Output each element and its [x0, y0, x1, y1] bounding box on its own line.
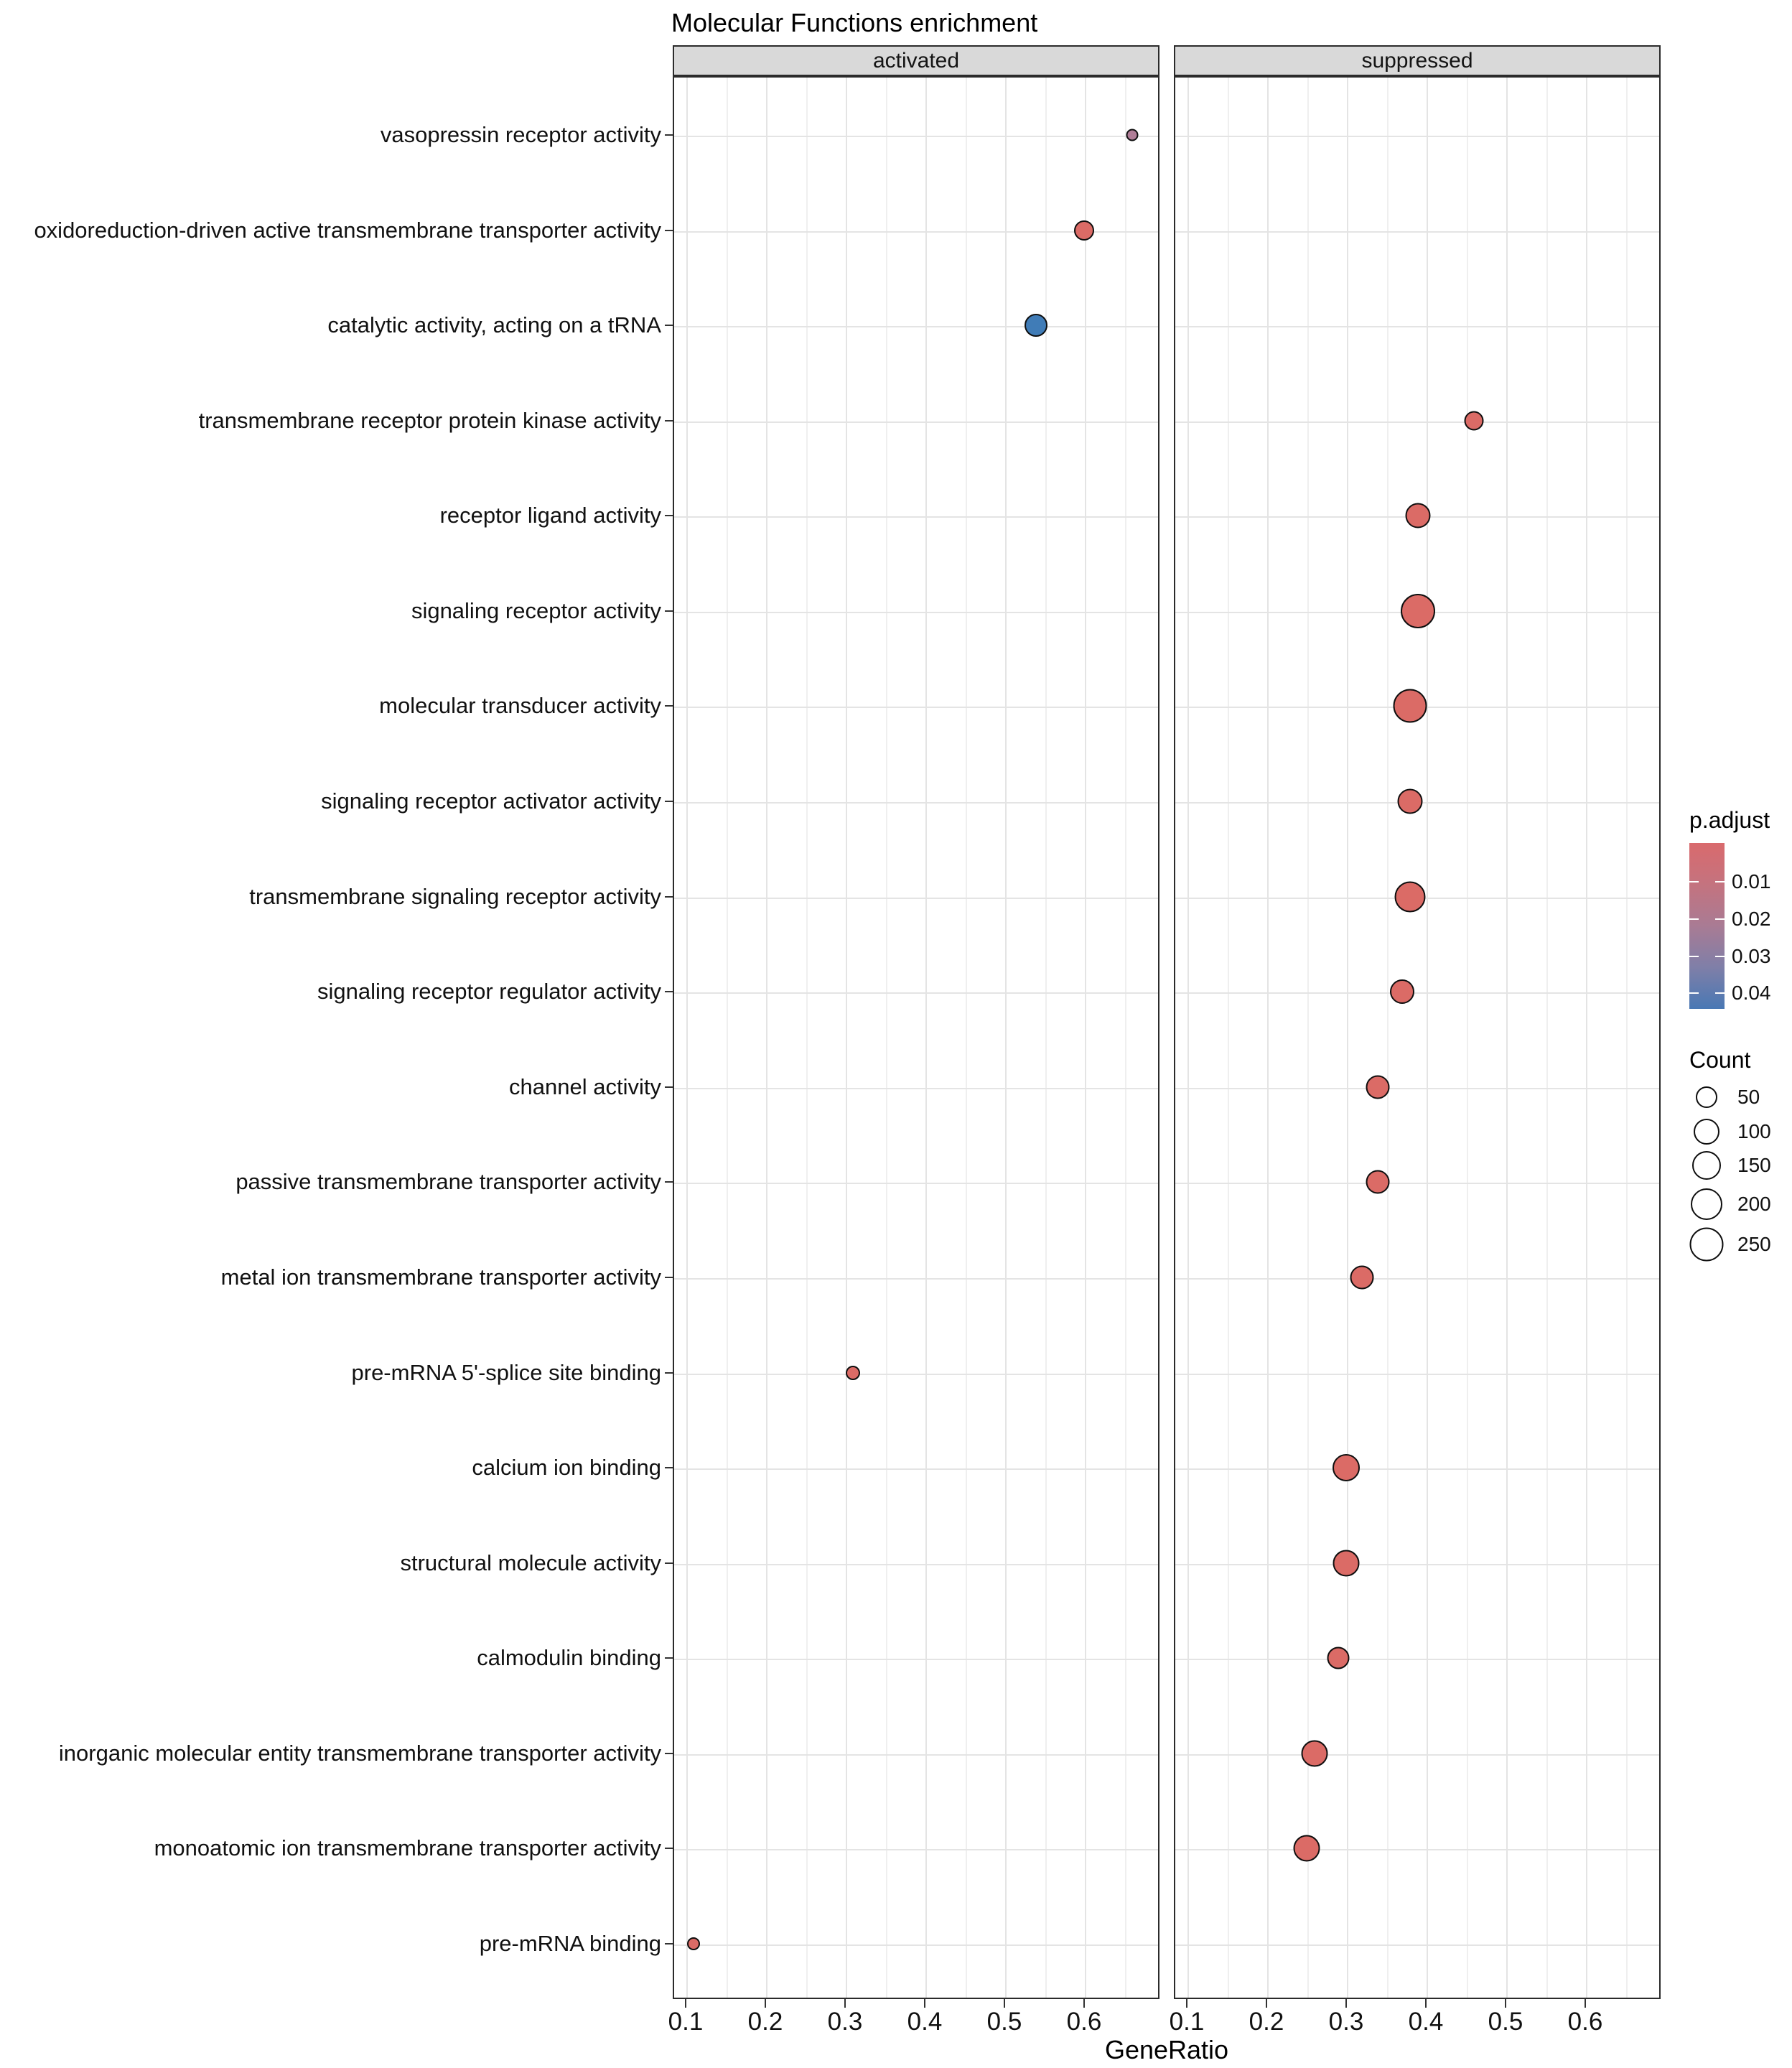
count-legend-circle-50 [1696, 1086, 1717, 1108]
x-axis-tick-label: 0.1 [1169, 2008, 1205, 2036]
padjust-bar-tick [1715, 956, 1725, 957]
y-axis-label-metal-ion-transmembrane-transporter-activity: metal ion transmembrane transporter activity [220, 1264, 661, 1290]
y-axis-label-vasopressin-receptor-activity: vasopressin receptor activity [380, 122, 661, 147]
x-axis-tick-mark [1186, 1999, 1187, 2008]
gridline-horizontal [674, 1468, 1158, 1470]
y-axis-tick-mark [665, 1753, 673, 1754]
y-axis-label-passive-transmembrane-transporter-activity: passive transmembrane transporter activity [235, 1169, 661, 1195]
padjust-bar-tick [1715, 881, 1725, 882]
gridline-horizontal [1175, 612, 1659, 613]
y-axis-tick-mark [665, 1467, 673, 1468]
padjust-bar-tick [1715, 992, 1725, 994]
count-legend-label: 100 [1737, 1120, 1771, 1142]
gridline-horizontal [674, 898, 1158, 899]
x-axis-tick-label: 0.4 [907, 2008, 943, 2036]
gridline-vertical-minor [1125, 78, 1126, 1998]
gridline-vertical-major [1586, 78, 1587, 1998]
x-axis-tick-mark [924, 1999, 925, 2008]
gridline-horizontal [674, 1754, 1158, 1756]
y-axis-tick-mark [665, 1848, 673, 1849]
gridline-vertical-major [1085, 78, 1086, 1998]
x-axis-tick-mark [844, 1999, 846, 2008]
padjust-bar-tick [1689, 881, 1699, 882]
y-axis-tick-mark [665, 1657, 673, 1659]
y-axis-tick-mark [665, 801, 673, 802]
gridline-horizontal [1175, 1659, 1659, 1660]
count-legend-circle-250 [1690, 1228, 1724, 1262]
padjust-tick-label: 0.03 [1732, 944, 1771, 967]
gridline-vertical-major [686, 78, 688, 1998]
y-axis-label-pre-mrna-5-splice-site-binding: pre-mRNA 5'-splice site binding [351, 1359, 661, 1385]
gridline-vertical-minor [727, 78, 728, 1998]
gridline-vertical-major [766, 78, 767, 1998]
facet-strip-activated [673, 45, 1159, 76]
gridline-vertical-major [1506, 78, 1508, 1998]
x-axis-tick-label: 0.4 [1408, 2008, 1444, 2036]
y-axis-tick-mark [665, 230, 673, 231]
count-legend-circle-200 [1691, 1188, 1722, 1220]
gridline-horizontal [1175, 136, 1659, 137]
count-legend-label: 150 [1737, 1154, 1771, 1176]
gridline-horizontal [1175, 802, 1659, 804]
x-axis-tick-label: 0.3 [827, 2008, 863, 2036]
gridline-vertical-minor [1626, 78, 1628, 1998]
gridline-horizontal [674, 707, 1158, 708]
y-axis-tick-mark [665, 896, 673, 898]
gridline-vertical-major [1187, 78, 1189, 1998]
panel-activated [673, 76, 1159, 1999]
x-axis-tick-label: 0.6 [1066, 2008, 1102, 2036]
gridline-horizontal [674, 1944, 1158, 1946]
y-axis-label-transmembrane-receptor-protein-kinase-activity: transmembrane receptor protein kinase activity [198, 407, 661, 433]
gridline-horizontal [1175, 1849, 1659, 1850]
count-legend-label: 200 [1737, 1193, 1771, 1215]
gridline-vertical-minor [1387, 78, 1389, 1998]
gridline-horizontal [674, 326, 1158, 327]
gridline-horizontal [1175, 1944, 1659, 1946]
y-axis-label-structural-molecule-activity: structural molecule activity [400, 1550, 661, 1575]
x-axis-tick-label: 0.3 [1328, 2008, 1364, 2036]
gridline-vertical-minor [1467, 78, 1468, 1998]
x-axis-tick-mark [1345, 1999, 1347, 2008]
panel-suppressed [1174, 76, 1661, 1999]
padjust-bar-tick [1689, 918, 1699, 920]
gridline-horizontal [1175, 1374, 1659, 1375]
facet-strip-suppressed-label: suppressed [1361, 48, 1473, 73]
y-axis-tick-mark [665, 1372, 673, 1374]
count-legend-circle-150 [1692, 1151, 1721, 1180]
x-axis-tick-mark [1425, 1999, 1427, 2008]
y-axis-tick-mark [665, 1086, 673, 1088]
gridline-vertical-major [846, 78, 847, 1998]
gridline-horizontal [674, 1564, 1158, 1565]
gridline-vertical-minor [1045, 78, 1047, 1998]
x-axis-tick-mark [1083, 1999, 1085, 2008]
y-axis-tick-mark [665, 1277, 673, 1278]
x-axis-tick-label: 0.1 [668, 2008, 704, 2036]
y-axis-tick-mark [665, 1562, 673, 1564]
x-axis-tick-mark [1004, 1999, 1005, 2008]
y-axis-label-catalytic-activity-acting-on-a-trna: catalytic activity, acting on a tRNA [327, 312, 661, 338]
gridline-horizontal [674, 231, 1158, 233]
gridline-horizontal [674, 1849, 1158, 1850]
y-axis-tick-mark [665, 1181, 673, 1183]
x-axis-tick-label: 0.6 [1567, 2008, 1603, 2036]
gridline-vertical-minor [1228, 78, 1229, 1998]
count-legend-label: 250 [1737, 1233, 1771, 1255]
y-axis-label-transmembrane-signaling-receptor-activity: transmembrane signaling receptor activity [249, 883, 661, 909]
y-axis-label-molecular-transducer-activity: molecular transducer activity [379, 693, 661, 719]
padjust-gradient-bar [1689, 843, 1725, 1009]
y-axis-label-oxidoreduction-driven-active-transmembrane-transporter-activity: oxidoreduction-driven active transmembrane transporter activity [34, 217, 661, 243]
gridline-horizontal [1175, 707, 1659, 708]
gridline-horizontal [1175, 1088, 1659, 1089]
x-axis-tick-mark [1585, 1999, 1586, 2008]
gridline-vertical-major [925, 78, 927, 1998]
gridline-horizontal [674, 1088, 1158, 1089]
x-axis-tick-mark [1266, 1999, 1267, 2008]
y-axis-label-signaling-receptor-activator-activity: signaling receptor activator activity [321, 788, 661, 814]
gridline-horizontal [1175, 421, 1659, 423]
padjust-tick-label: 0.02 [1732, 907, 1771, 930]
gridline-horizontal [674, 1278, 1158, 1280]
y-axis-tick-mark [665, 420, 673, 421]
x-axis-tick-label: 0.2 [1249, 2008, 1284, 2036]
gridline-horizontal [1175, 992, 1659, 994]
gridline-horizontal [1175, 1564, 1659, 1565]
gridline-horizontal [674, 1183, 1158, 1184]
y-axis-label-monoatomic-ion-transmembrane-transporter-activity: monoatomic ion transmembrane transporter activity [154, 1835, 661, 1861]
y-axis-tick-mark [665, 705, 673, 707]
x-axis-title: GeneRatio [1104, 2035, 1229, 2064]
y-axis-tick-mark [665, 134, 673, 136]
count-legend-circle-100 [1694, 1119, 1719, 1145]
gridline-horizontal [674, 136, 1158, 137]
gridline-horizontal [674, 516, 1158, 518]
y-axis-label-signaling-receptor-regulator-activity: signaling receptor regulator activity [317, 979, 661, 1005]
gridline-horizontal [674, 802, 1158, 804]
gridline-horizontal [674, 992, 1158, 994]
y-axis-label-pre-mrna-binding: pre-mRNA binding [479, 1931, 661, 1957]
x-axis-tick-label: 0.5 [986, 2008, 1022, 2036]
gridline-horizontal [1175, 1183, 1659, 1184]
gridline-vertical-minor [1546, 78, 1548, 1998]
x-axis-tick-label: 0.2 [747, 2008, 783, 2036]
gridline-horizontal [674, 421, 1158, 423]
y-axis-label-channel-activity: channel activity [509, 1073, 661, 1099]
gridline-horizontal [1175, 898, 1659, 899]
gridline-horizontal [1175, 1754, 1659, 1756]
gridline-vertical-major [1427, 78, 1428, 1998]
padjust-legend-title: p.adjust [1689, 807, 1770, 833]
y-axis-tick-mark [665, 325, 673, 326]
gridline-vertical-minor [1307, 78, 1309, 1998]
gridline-horizontal [674, 1374, 1158, 1375]
gridline-horizontal [674, 612, 1158, 613]
y-axis-label-signaling-receptor-activity: signaling receptor activity [411, 597, 661, 623]
gridline-horizontal [1175, 516, 1659, 518]
plot-title: Molecular Functions enrichment [671, 8, 1038, 37]
gridline-horizontal [1175, 326, 1659, 327]
gridline-horizontal [1175, 231, 1659, 233]
padjust-bar-tick [1689, 992, 1699, 994]
y-axis-label-receptor-ligand-activity: receptor ligand activity [439, 503, 661, 528]
gridline-vertical-major [1267, 78, 1269, 1998]
gridline-vertical-major [1005, 78, 1007, 1998]
gridline-vertical-minor [806, 78, 808, 1998]
padjust-bar-tick [1689, 956, 1699, 957]
padjust-tick-label: 0.04 [1732, 982, 1771, 1005]
facet-strip-suppressed [1174, 45, 1661, 76]
count-legend-title: Count [1689, 1047, 1751, 1073]
gridline-vertical-minor [966, 78, 967, 1998]
gridline-horizontal [1175, 1468, 1659, 1470]
y-axis-tick-mark [665, 515, 673, 516]
gridline-horizontal [1175, 1278, 1659, 1280]
gridline-vertical-major [1347, 78, 1348, 1998]
y-axis-tick-mark [665, 991, 673, 992]
gridline-horizontal [674, 1659, 1158, 1660]
padjust-tick-label: 0.01 [1732, 870, 1771, 893]
y-axis-label-calcium-ion-binding: calcium ion binding [472, 1455, 661, 1481]
y-axis-tick-mark [665, 1943, 673, 1944]
gridline-vertical-minor [886, 78, 887, 1998]
facet-strip-activated-label: activated [872, 48, 960, 73]
x-axis-tick-label: 0.5 [1488, 2008, 1523, 2036]
count-legend-label: 50 [1737, 1086, 1760, 1108]
x-axis-tick-mark [1505, 1999, 1506, 2008]
padjust-bar-tick [1715, 918, 1725, 920]
y-axis-tick-mark [665, 610, 673, 612]
x-axis-tick-mark [685, 1999, 686, 2008]
x-axis-tick-mark [765, 1999, 766, 2008]
y-axis-label-inorganic-molecular-entity-transmembrane-transporter-activity: inorganic molecular entity transmembrane transporter activity [58, 1740, 661, 1766]
y-axis-label-calmodulin-binding: calmodulin binding [477, 1645, 661, 1671]
